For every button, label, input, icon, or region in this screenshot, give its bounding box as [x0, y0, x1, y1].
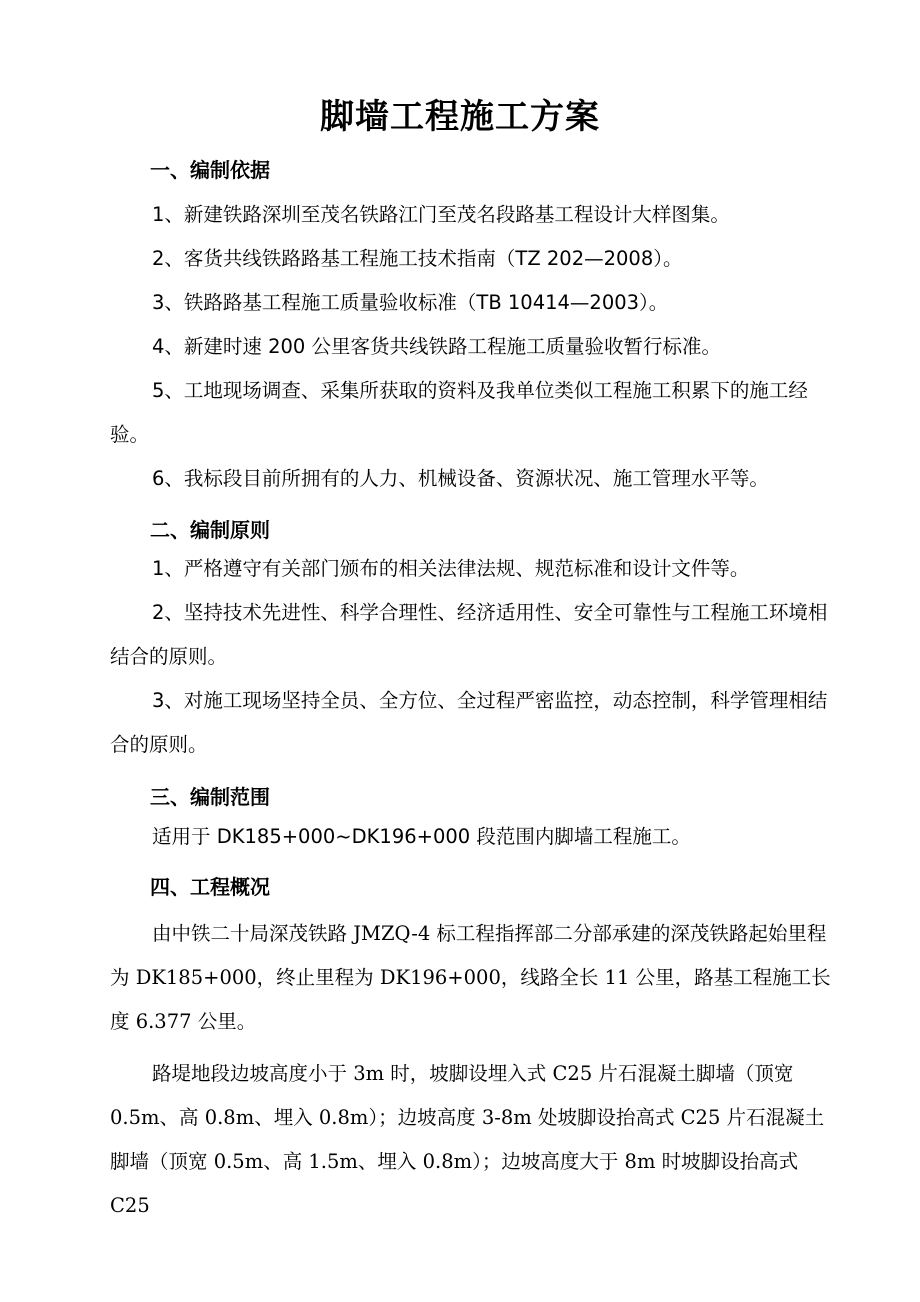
basis-item-3: 3、铁路路基工程施工质量验收标准（TB 10414—2003）。 [152, 291, 669, 314]
basis-item-6: 6、我标段目前所拥有的人力、机械设备、资源状况、施工管理水平等。 [152, 467, 769, 490]
principle-item-1: 1、严格遵守有关部门颁布的相关法律法规、规范标准和设计文件等。 [152, 557, 750, 580]
section-heading-scope: 三、编制范围 [150, 785, 270, 809]
scope-text: 适用于 DK185+000~DK196+000 段范围内脚墙工程施工。 [152, 825, 691, 848]
basis-item-1: 1、新建铁路深圳至茂名铁路江门至茂名段路基工程设计大样图集。 [152, 203, 730, 226]
basis-item-4: 4、新建时速 200 公里客货共线铁路工程施工质量验收暂行标准。 [152, 335, 722, 358]
basis-item-5: 5、工地现场调查、采集所获取的资料及我单位类似工程施工积累下的施工经验。 [110, 379, 808, 446]
basis-item-2: 2、客货共线铁路路基工程施工技术指南（TZ 202—2008）。 [152, 247, 683, 270]
principle-item-2: 2、坚持技术先进性、科学合理性、经济适用性、安全可靠性与工程施工环境相结合的原则。 [110, 601, 828, 668]
section-heading-principles: 二、编制原则 [150, 518, 270, 542]
section-heading-overview: 四、工程概况 [150, 875, 270, 899]
section-heading-basis: 一、编制依据 [150, 158, 270, 182]
overview-paragraph-2: 路堤地段边坡高度小于 3m 时，坡脚设埋入式 C25 片石混凝土脚墙（顶宽 0.5m、高 0.8m、埋入 0.8m）；边坡高度 3-8m 处坡脚设抬高式 C25 片石混凝土脚墙（顶宽 0.5m、高 1.5m、埋入 0.8m）；边坡高度大于 8m 时坡脚设抬高式 C25 [110, 1062, 825, 1217]
principle-item-3: 3、对施工现场坚持全员、全方位、全过程严密监控，动态控制，科学管理相结合的原则。 [110, 689, 828, 756]
document-title: 脚墙工程施工方案 [320, 97, 600, 137]
overview-paragraph-1: 由中铁二十局深茂铁路 JMZQ-4 标工程指挥部二分部承建的深茂铁路起始里程为 DK185+000，终止里程为 DK196+000，线路全长 11 公里，路基工程施工长度 6.377 公里。 [110, 922, 831, 1033]
